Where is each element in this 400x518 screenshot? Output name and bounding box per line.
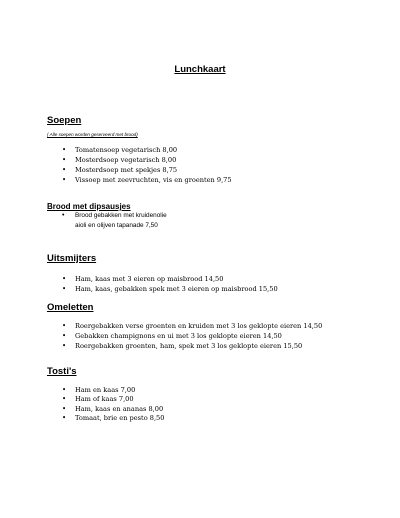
soepen-heading: Soepen — [47, 115, 82, 126]
omeletten-list — [62, 321, 322, 351]
list-item: • Gebakken champignons en ui met 3 los geklopte eieren 14,50 — [62, 331, 322, 341]
tostis-heading: Tosti's — [47, 366, 77, 377]
soepen-list — [62, 145, 232, 185]
brood-continuation: aioli en olijven tapanade 7,50 — [75, 222, 158, 229]
list-item: • Ham en kaas 7,00 — [62, 386, 164, 395]
brood-heading: Brood met dipsausjes — [47, 202, 131, 211]
soepen-note: ( Alle soepen worden geserveerd met brood) — [47, 132, 138, 137]
list-item: • Mosterdsoep vegetarisch 8,00 — [62, 155, 232, 165]
list-item: • Ham, kaas met 3 eieren op maisbrood 14,50 — [62, 274, 278, 284]
brood-list — [62, 211, 167, 221]
list-item: • Mosterdsoep met spekjes 8,75 — [62, 165, 232, 175]
list-item: • Roergebakken groenten, ham, spek met 3 los geklopte eieren 15,50 — [62, 341, 322, 351]
list-item: • Tomatensoep vegetarisch 8,00 — [62, 145, 232, 155]
tostis-list — [62, 386, 164, 424]
uitsmijters-heading: Uitsmijters — [47, 253, 97, 264]
list-item: • Roergebakken verse groenten en kruiden met 3 los geklopte eieren 14,50 — [62, 321, 322, 331]
uitsmijters-list — [62, 274, 278, 294]
list-item: • Vissoep met zeevruchten, vis en groenten 9,75 — [62, 175, 232, 185]
omeletten-heading: Omeletten — [47, 302, 94, 313]
list-item: • Ham, kaas, gebakken spek met 3 eieren op maisbrood 15,50 — [62, 284, 278, 294]
list-item: • Tomaat, brie en pesto 8,50 — [62, 414, 164, 423]
list-item: • Brood gebakken met kruidenolie — [62, 211, 167, 221]
list-item: • Ham of kaas 7,00 — [62, 395, 164, 404]
list-item: • Ham, kaas en ananas 8,00 — [62, 405, 164, 414]
page-title: Lunchkaart — [174, 64, 226, 75]
